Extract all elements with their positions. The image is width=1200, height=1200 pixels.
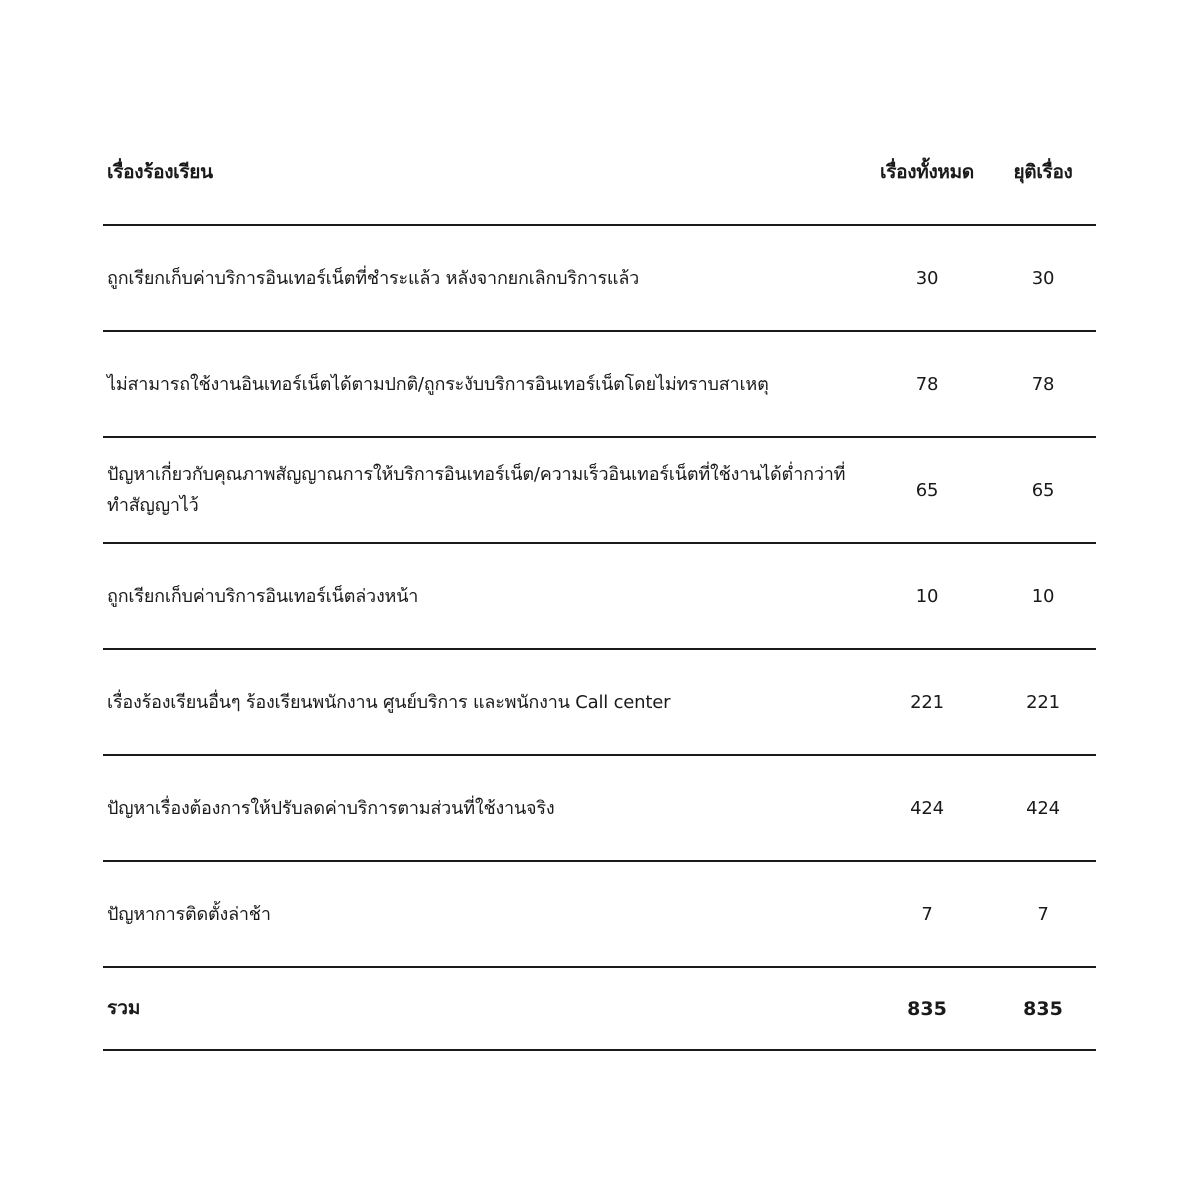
row-resolved: 221 bbox=[1026, 691, 1060, 713]
row-resolved: 7 bbox=[1037, 903, 1049, 925]
table-row bbox=[103, 862, 1096, 968]
table-row bbox=[103, 544, 1096, 650]
header-resolved: ยุติเรื่อง bbox=[1013, 161, 1073, 183]
row-total: 424 bbox=[910, 797, 944, 819]
row-topic: ถูกเรียกเก็บค่าบริการอินเทอร์เน็ตที่ชำระแล้ว หลังจากยกเลิกบริการแล้ว bbox=[107, 267, 640, 289]
row-resolved: 78 bbox=[1031, 373, 1055, 395]
complaints-table bbox=[103, 120, 1096, 1051]
row-topic: เรื่องร้องเรียนอื่นๆ ร้องเรียนพนักงาน ศูนย์บริการ และพนักงาน Call center bbox=[107, 691, 671, 713]
row-topic: ปัญหาการติดตั้งล่าช้า bbox=[107, 903, 271, 925]
table-row bbox=[103, 650, 1096, 756]
row-total: 221 bbox=[910, 691, 944, 713]
grand-resolved: 835 bbox=[1023, 997, 1063, 1020]
row-resolved: 65 bbox=[1031, 479, 1055, 501]
row-resolved: 424 bbox=[1026, 797, 1060, 819]
row-total: 65 bbox=[915, 479, 939, 501]
total-label: รวม bbox=[107, 997, 141, 1019]
header-total: เรื่องทั้งหมด bbox=[880, 161, 974, 183]
header-topic: เรื่องร้องเรียน bbox=[107, 160, 213, 183]
row-total: 7 bbox=[921, 903, 933, 925]
row-total: 78 bbox=[915, 373, 939, 395]
row-topic: ปัญหาเกี่ยวกับคุณภาพสัญญาณการให้บริการอินเทอร์เน็ต/ความเร็วอินเทอร์เน็ตที่ใช้งานได้ต่ำกว่าที่ทำสัญญาไว้ bbox=[107, 464, 846, 516]
row-topic: ปัญหาเรื่องต้องการให้ปรับลดค่าบริการตามส่วนที่ใช้งานจริง bbox=[107, 797, 555, 819]
grand-total: 835 bbox=[907, 997, 947, 1020]
row-topic: ไม่สามารถใช้งานอินเทอร์เน็ตได้ตามปกติ/ถูกระงับบริการอินเทอร์เน็ตโดยไม่ทราบสาเหตุ bbox=[107, 373, 769, 395]
table-header-row bbox=[103, 120, 1096, 226]
row-resolved: 10 bbox=[1031, 585, 1055, 607]
table-row bbox=[103, 438, 1096, 544]
table-total-row bbox=[103, 968, 1096, 1051]
table-row bbox=[103, 332, 1096, 438]
row-resolved: 30 bbox=[1031, 267, 1055, 289]
row-total: 30 bbox=[915, 267, 939, 289]
table-row bbox=[103, 756, 1096, 862]
row-topic: ถูกเรียกเก็บค่าบริการอินเทอร์เน็ตล่วงหน้า bbox=[107, 585, 419, 607]
row-total: 10 bbox=[915, 585, 939, 607]
table-row bbox=[103, 226, 1096, 332]
